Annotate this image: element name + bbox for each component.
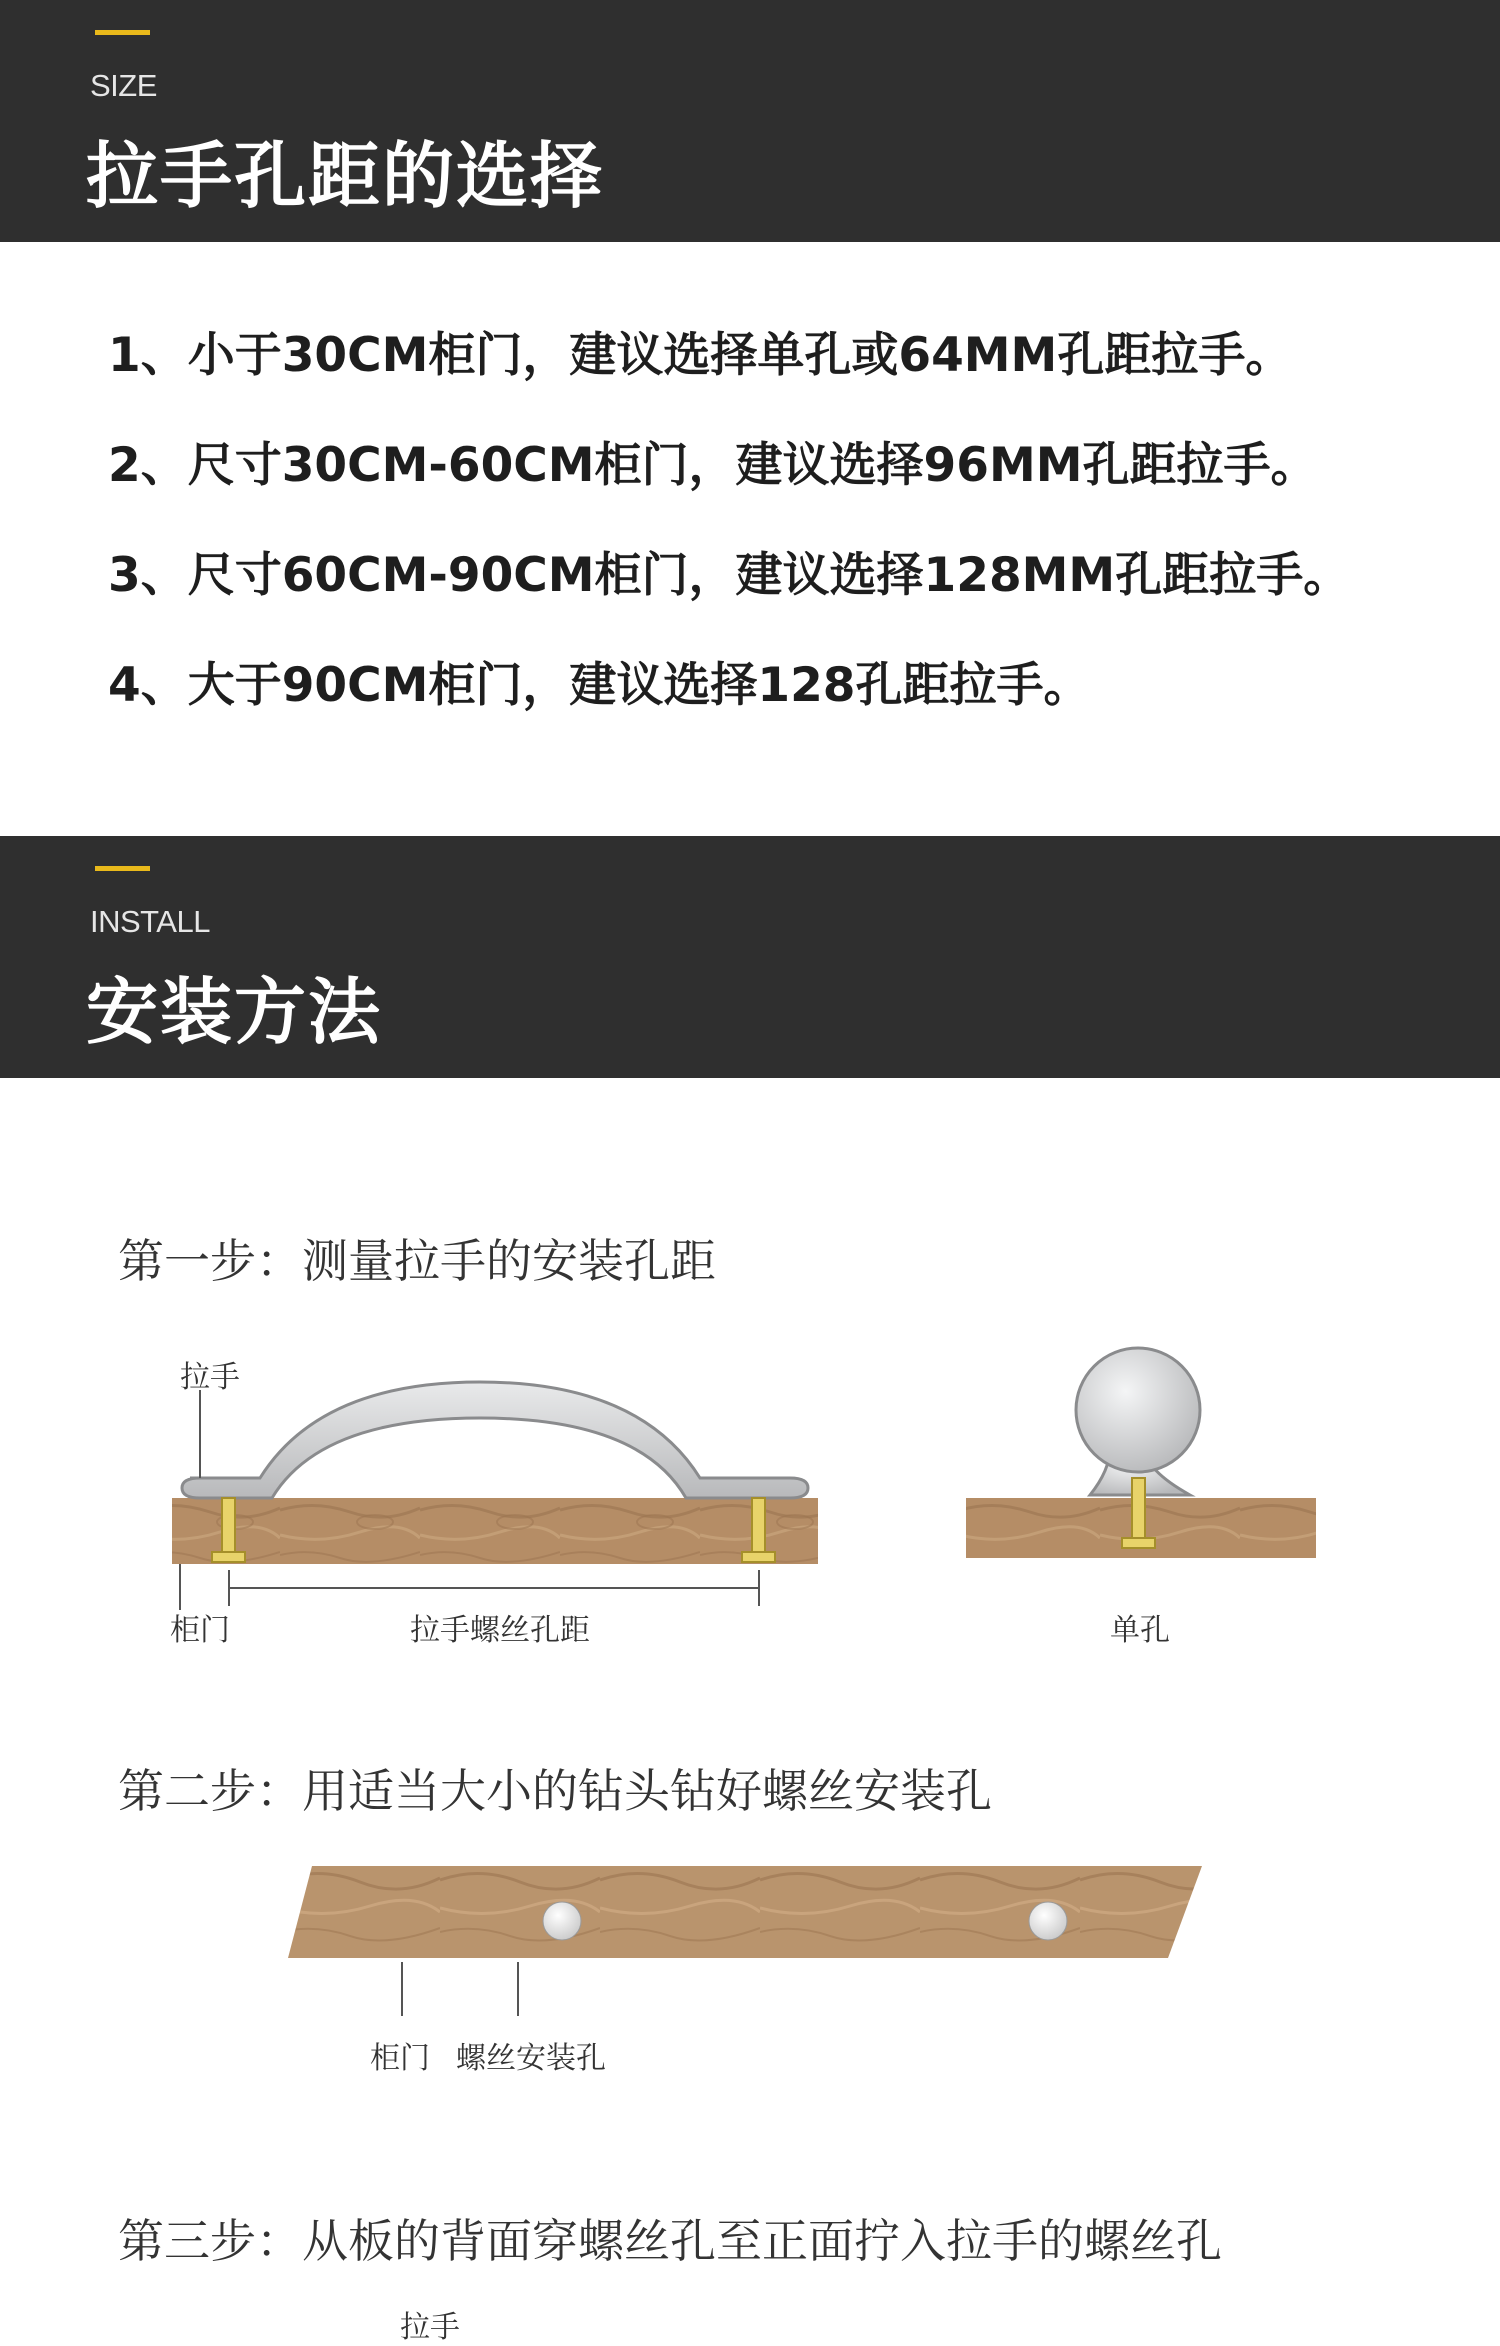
size-banner bbox=[0, 0, 1500, 242]
step2-title: 第二步：用适当大小的钻头钻好螺丝安装孔 bbox=[118, 1764, 992, 1818]
step2-drill-illustration bbox=[280, 1858, 1220, 2018]
label-door: 柜门 bbox=[370, 2041, 430, 2076]
label-screw-spacing: 拉手螺丝孔距 bbox=[410, 1613, 590, 1648]
step3-title: 第三步：从板的背面穿螺丝孔至正面拧入拉手的螺丝孔 bbox=[118, 2214, 1222, 2268]
accent-bar bbox=[95, 866, 150, 871]
label-screw-hole: 螺丝安装孔 bbox=[456, 2041, 606, 2076]
tips-list bbox=[108, 326, 1350, 766]
section-title: 拉手孔距的选择 bbox=[86, 134, 605, 218]
accent-bar bbox=[95, 30, 150, 35]
section-eng-label: SIZE bbox=[90, 68, 157, 103]
label-single-hole: 单孔 bbox=[1110, 1613, 1170, 1648]
section-title: 安装方法 bbox=[86, 970, 383, 1054]
tip-item: 2、尺寸30CM-60CM柜门，建议选择96MM孔距拉手。 bbox=[108, 438, 1318, 493]
label-handle: 拉手 bbox=[400, 2310, 460, 2345]
tip-item: 3、尺寸60CM-90CM柜门，建议选择128MM孔距拉手。 bbox=[108, 548, 1351, 603]
step1-knob-illustration bbox=[960, 1330, 1340, 1590]
install-banner bbox=[0, 836, 1500, 1078]
tip-item: 4、大于90CM柜门，建议选择128孔距拉手。 bbox=[108, 658, 1091, 713]
step1-title: 第一步：测量拉手的安装孔距 bbox=[118, 1234, 716, 1288]
tip-item: 1、小于30CM柜门，建议选择单孔或64MM孔距拉手。 bbox=[108, 328, 1293, 383]
label-handle: 拉手 bbox=[180, 1360, 240, 1395]
section-eng-label: INSTALL bbox=[90, 904, 210, 939]
label-door: 柜门 bbox=[170, 1613, 230, 1648]
